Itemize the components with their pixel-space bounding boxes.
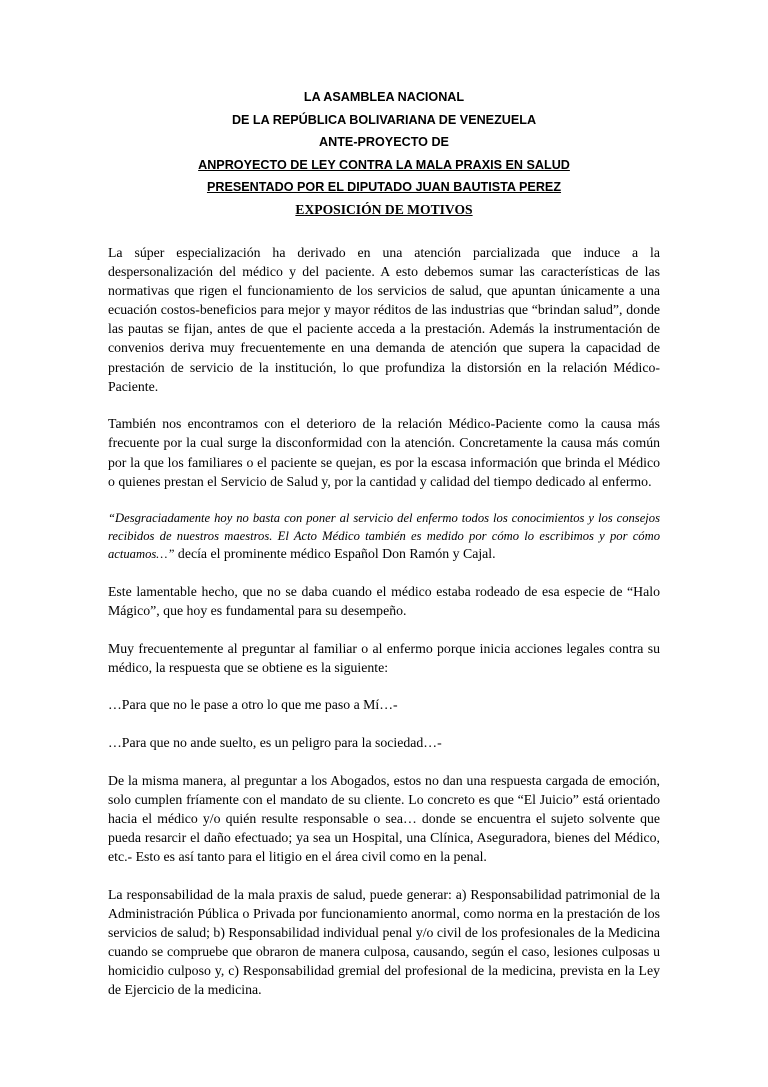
header-line-anteproyecto: ANTE-PROYECTO DE (319, 135, 449, 149)
paragraph-deterioro: También nos encontramos con el deterioro de la relación Médico-Paciente como la causa más frecuente por la cual surge la disconformidad con la atención. Concretamente la causa más común por la que los familiares o el paciente se quejan, es por la escasa información que brinda el Médico o quienes prestan el Servicio de Salud y, por la cantidad y calidad del tiempo dedicado al enfermo. (108, 416, 660, 489)
paragraph-quote (108, 509, 660, 563)
paragraph-halo-magico: Este lamentable hecho, que no se daba cuando el médico estaba rodeado de esa especie de “Halo Mágico”, que hoy es fundamental para su desempeño. (108, 583, 660, 618)
quote-italic: “Desgraciadamente hoy no basta con poner al servicio del enfermo todos los conocimientos y los consejos recibidos de nuestros maestros. El Acto Médico también es medido por cómo lo escribimos y por cómo actuamos…” (108, 511, 660, 562)
header-line-presentado: PRESENTADO POR EL DIPUTADO JUAN BAUTISTA PEREZ (206, 180, 562, 194)
paragraph-respuesta-1: …Para que no le pase a otro lo que me paso a Mí…- (108, 697, 398, 713)
document-body (108, 243, 660, 1018)
document-header (108, 86, 660, 221)
header-line-ley-title: ANPROYECTO DE LEY CONTRA LA MALA PRAXIS EN SALUD (198, 157, 570, 172)
paragraph-responsabilidad: La responsabilidad de la mala praxis de salud, puede generar: a) Responsabilidad patrimonial de la Administración Pública o Privada por funcionamiento anormal, como norma en la prestación de los servicios de salud; b) Responsabilidad individual penal y/o civil de los profesionales de la Medicina cuando se compruebe que obraron de manera culposa, causando, según el caso, lesiones culposas u homicidio culposo y, c) Responsabilidad gremial del profesional de la medicina, prevista en la Ley de Ejercicio de la medicina. (108, 886, 660, 998)
section-title: EXPOSICIÓN DE MOTIVOS (295, 201, 473, 217)
paragraph-respuesta-2: …Para que no ande suelto, es un peligro para la sociedad…- (108, 735, 442, 751)
paragraph-pregunta-familiar: Muy frecuentemente al preguntar al familiar o al enfermo porque inicia acciones legales contra su médico, la respuesta que se obtiene es la siguiente: (108, 640, 660, 675)
paragraph-abogados: De la misma manera, al preguntar a los Abogados, estos no dan una respuesta cargada de emoción, solo cumplen fríamente con el mandato de su cliente. Lo concreto es que “El Juicio” está orientado hacia el médico y/o quién resulte responsable o sea… donde se encuentra el sujeto solvente que pueda resarcir el daño efectuado; ya sea un Hospital, una Clínica, Aseguradora, bienes del Médico, etc.- Esto es así tanto para el litigio en el área civil como en la penal. (108, 772, 660, 865)
header-line-asamblea: LA ASAMBLEA NACIONAL (303, 90, 465, 104)
quote-attribution: decía el prominente médico Español Don Ramón y Cajal. (174, 546, 496, 562)
header-line-republica: DE LA REPÚBLICA BOLIVARIANA DE VENEZUELA (231, 112, 537, 127)
paragraph-especializacion: La súper especialización ha derivado en una atención parcializada que induce a la despersonalización del médico y del paciente. A esto debemos sumar las características de las normativas que rigen el funcionamiento de los servicios de salud, que apuntan únicamente a una ecuación costos-beneficios para mejor y mayor réditos de las industrias que “brindan salud”, donde las pautas se fijan, antes de que el paciente acceda a la prestación. Además la instrumentación de convenios deriva muy frecuentemente en una demanda de atención que supera la capacidad de prestación de servicio de la institución, lo que profundiza la distorsión en la relación Médico-Paciente. (108, 245, 660, 394)
